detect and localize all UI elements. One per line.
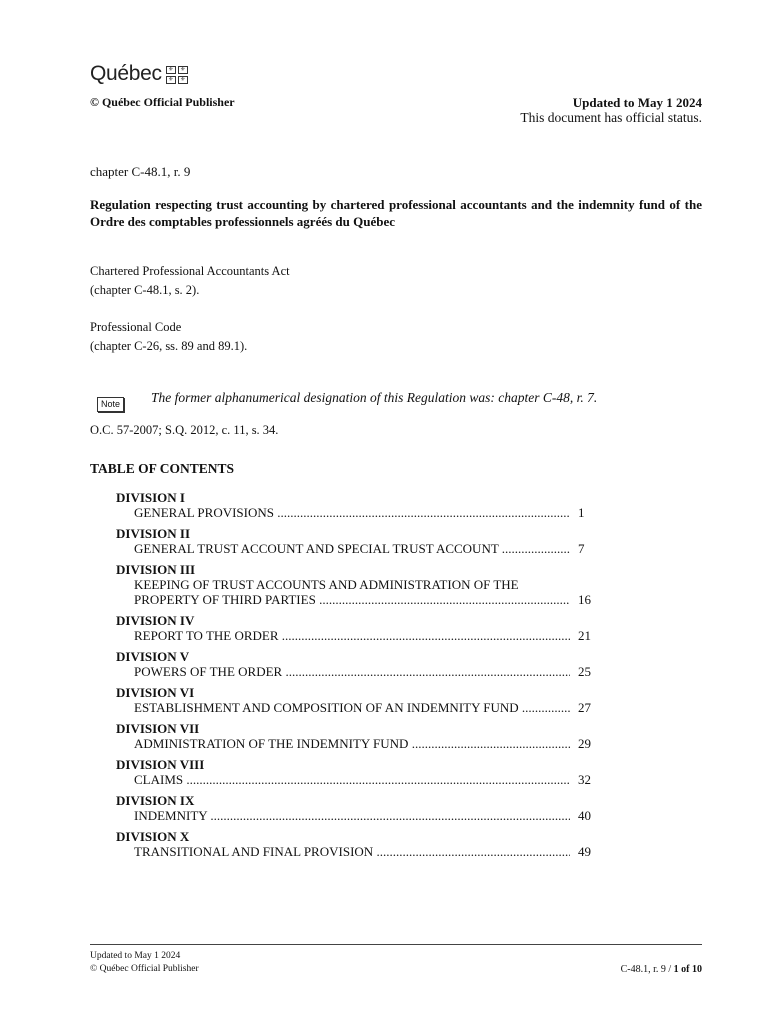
division-label: DIVISION II <box>116 526 191 541</box>
order-in-council: O.C. 57-2007; S.Q. 2012, c. 11, s. 34. <box>90 423 279 437</box>
toc-item[interactable] <box>116 721 592 751</box>
toc-item[interactable] <box>116 829 592 859</box>
division-title: GENERAL PROVISIONS <box>134 505 274 520</box>
division-title: GENERAL TRUST ACCOUNT AND SPECIAL TRUST ACCOUNT <box>134 541 499 556</box>
logo-wordmark: Québec <box>90 62 162 85</box>
updated-date: Updated to May 1 2024 <box>572 95 702 110</box>
enabling-act-ref: (chapter C-48.1, s. 2). <box>90 283 200 297</box>
division-title: ADMINISTRATION OF THE INDEMNITY FUND <box>134 736 409 751</box>
division-label: DIVISION VII <box>116 721 200 736</box>
division-title: REPORT TO THE ORDER <box>134 628 279 643</box>
toc-item[interactable] <box>116 490 592 520</box>
note-icon[interactable]: Note <box>97 397 124 412</box>
division-title: PROPERTY OF THIRD PARTIES <box>134 592 316 607</box>
page-number: 1 <box>578 505 585 520</box>
division-label: DIVISION III <box>116 562 196 577</box>
page-number: 27 <box>578 700 591 715</box>
official-status: This document has official status. <box>520 110 702 125</box>
footer-chapter-ref: C-48.1, r. 9 / <box>620 964 674 975</box>
enabling-code-ref: (chapter C-26, ss. 89 and 89.1). <box>90 339 248 353</box>
fleur-de-lis-flag-icon: ⚜ ⚜ ⚜ ⚜ <box>166 66 188 83</box>
enabling-code-name: Professional Code <box>90 320 182 334</box>
page-number: 29 <box>578 736 591 751</box>
division-title: CLAIMS <box>134 772 184 787</box>
page-number: 49 <box>578 844 591 859</box>
division-title-line1: KEEPING OF TRUST ACCOUNTS AND ADMINISTRATION OF THE <box>134 577 519 592</box>
division-label: DIVISION IV <box>116 613 195 628</box>
toc-item[interactable] <box>116 685 592 715</box>
table-of-contents <box>116 490 592 865</box>
toc-item[interactable] <box>116 757 592 787</box>
publisher-notice: © Québec Official Publisher <box>90 95 235 109</box>
footer-updated: Updated to May 1 2024 <box>90 951 181 961</box>
division-title: ESTABLISHMENT AND COMPOSITION OF AN INDEMNITY FUND <box>134 700 519 715</box>
enabling-act-name: Chartered Professional Accountants Act <box>90 264 290 278</box>
division-title: TRANSITIONAL AND FINAL PROVISION <box>134 844 374 859</box>
division-label: DIVISION VI <box>116 685 195 700</box>
division-title: INDEMNITY <box>134 808 208 823</box>
page-number: 25 <box>578 664 591 679</box>
quebec-logo <box>90 62 188 86</box>
footer-page-number: 1 of 10 <box>673 964 702 975</box>
regulation-title: Regulation respecting trust accounting by chartered professional accountants and the indemnity fund of the Ordre des comptables professionnels agréés du Québec <box>90 197 702 229</box>
page-number: 32 <box>578 772 591 787</box>
toc-item[interactable] <box>116 526 592 556</box>
division-label: DIVISION X <box>116 829 190 844</box>
division-label: DIVISION VIII <box>116 757 205 772</box>
page-number: 16 <box>578 592 591 607</box>
toc-item[interactable] <box>116 649 592 679</box>
note-text: The former alphanumerical designation of this Regulation was: chapter C-48, r. 7. <box>151 390 598 405</box>
division-label: DIVISION I <box>116 490 185 505</box>
page-number: 21 <box>578 628 591 643</box>
division-label: DIVISION IX <box>116 793 195 808</box>
chapter-reference: chapter C-48.1, r. 9 <box>90 164 191 179</box>
division-label: DIVISION V <box>116 649 190 664</box>
footer-page-ref <box>621 964 702 975</box>
toc-heading: TABLE OF CONTENTS <box>90 461 235 476</box>
division-title: POWERS OF THE ORDER <box>134 664 283 679</box>
toc-item[interactable] <box>116 562 592 607</box>
page-number: 7 <box>578 541 585 556</box>
footer-divider <box>90 944 702 945</box>
toc-item[interactable] <box>116 793 592 823</box>
footer-left <box>90 950 199 976</box>
toc-item[interactable] <box>116 613 592 643</box>
footer-publisher: © Québec Official Publisher <box>90 964 199 974</box>
page-number: 40 <box>578 808 591 823</box>
